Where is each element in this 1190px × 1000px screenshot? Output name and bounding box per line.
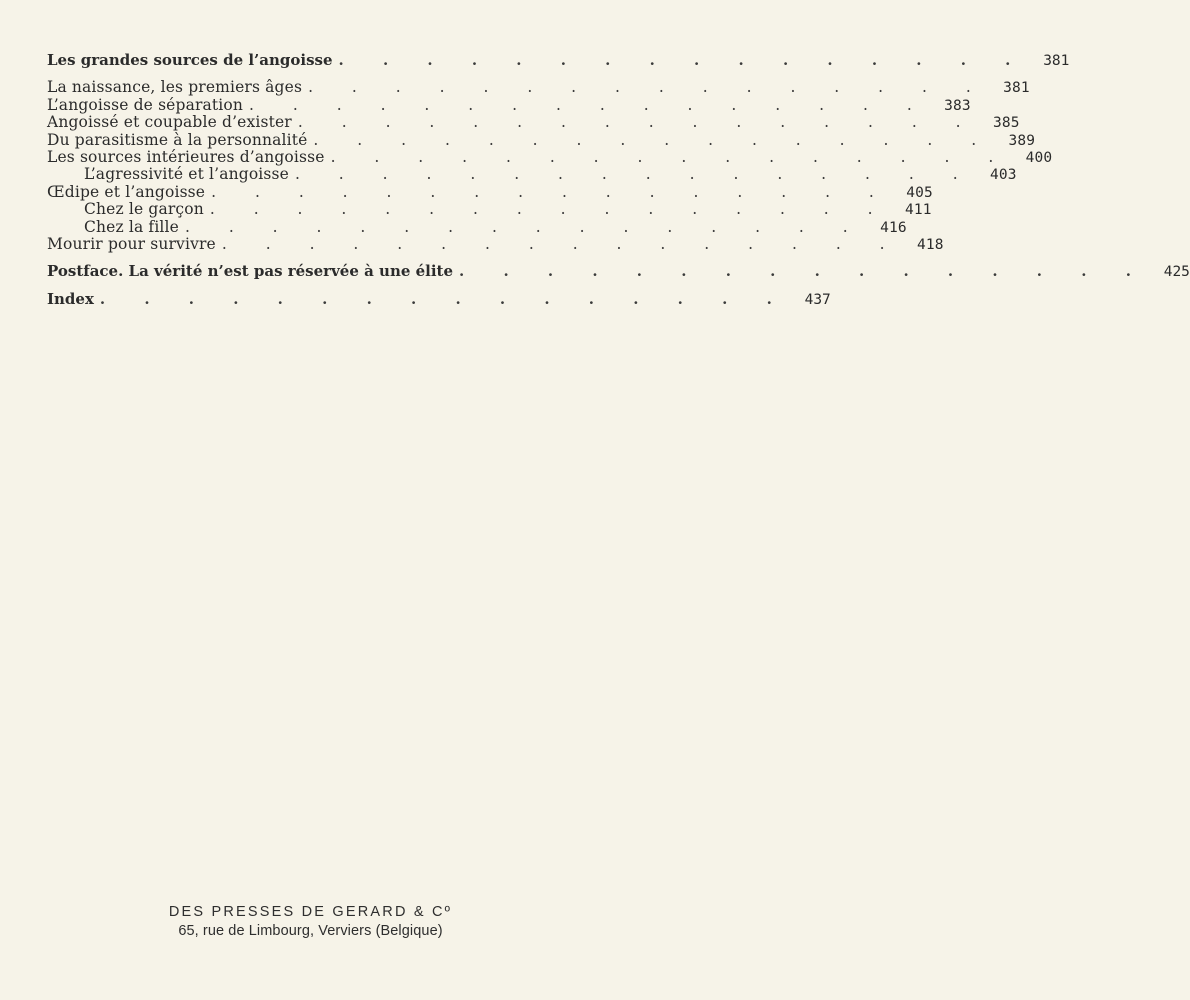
toc-entry <box>47 113 1020 132</box>
toc-entry-title: L’angoisse de séparation <box>47 95 244 114</box>
dot-leader: . . . . . . . . . . . . . . . . <box>330 147 1011 166</box>
toc-entry-title: Chez le garçon <box>84 200 204 219</box>
toc-entry-page: 403 <box>990 167 1017 184</box>
toc-entry <box>47 182 933 201</box>
printer-imprint <box>0 903 611 941</box>
toc-entry <box>47 234 944 253</box>
toc-entry-title: Mourir pour survivre <box>47 234 216 253</box>
dot-leader: . . . . . . . . . . . . . . . . <box>297 113 978 132</box>
toc-entry-page: 405 <box>906 184 933 201</box>
dot-leader: . . . . . . . . . . . . . . . . <box>338 51 1028 69</box>
toc-entry-page: 381 <box>1003 80 1030 97</box>
toc-entry-page: 416 <box>880 219 907 236</box>
toc-entry-page: 411 <box>904 202 932 219</box>
toc-entry-title: Œdipe et l’angoisse <box>47 182 206 201</box>
toc-entry-postface <box>47 262 1190 281</box>
toc-subentry <box>47 165 1017 184</box>
printer-address: 65, rue de Limbourg, Verviers (Belgique) <box>178 923 443 939</box>
toc-entry-page: 381 <box>1043 53 1070 69</box>
toc-entry-page: 400 <box>1025 149 1053 166</box>
toc-entry-title: Chez la fille <box>84 217 179 236</box>
dot-leader: . . . . . . . . . . . . . . . . <box>294 165 975 184</box>
toc-entry-title: Du parasitisme à la personnalité <box>47 130 308 149</box>
toc-entry-page: 418 <box>916 236 944 253</box>
toc-entry <box>47 95 971 114</box>
dot-leader: . . . . . . . . . . . . . . . . <box>211 182 891 201</box>
toc-entry-title: Index <box>47 289 94 308</box>
toc-entry-page: 385 <box>992 115 1020 132</box>
toc-entry-title: La naissance, les premiers âges <box>47 78 303 97</box>
toc-entry-page: 383 <box>944 97 971 114</box>
dot-leader: . . . . . . . . . . . . . . . . <box>209 200 890 219</box>
toc-entry-page: 389 <box>1008 132 1036 149</box>
dot-leader: . . . . . . . . . . . . . . . . <box>99 289 789 308</box>
toc-entry-page: 437 <box>804 291 831 308</box>
toc-entry-title: Postface. La vérité n’est pas réservée à une élite <box>47 262 454 281</box>
toc-subentry <box>47 200 932 219</box>
dot-leader: . . . . . . . . . . . . . . . . <box>184 217 865 236</box>
dot-leader: . . . . . . . . . . . . . . . . <box>221 234 902 253</box>
toc-entry-page: 425 <box>1163 264 1190 281</box>
toc-entry-title: Les grandes sources de l’angoisse <box>47 51 333 69</box>
printer-name: DES PRESSES DE GERARD & Cº <box>168 904 453 920</box>
toc-subentry <box>47 217 907 236</box>
toc-entry-title: L’agressivité et l’angoisse <box>84 165 289 184</box>
toc-entry <box>47 78 1030 97</box>
toc-entry-index <box>47 289 831 308</box>
toc-entry-title: Angoissé et coupable d’exister <box>47 113 292 132</box>
dot-leader: . . . . . . . . . . . . . . . . <box>249 95 929 114</box>
dot-leader: . . . . . . . . . . . . . . . . <box>459 262 1148 281</box>
dot-leader: . . . . . . . . . . . . . . . . <box>308 78 988 97</box>
table-of-contents <box>47 51 1190 308</box>
toc-entry <box>47 130 1036 149</box>
toc-entry <box>47 147 1053 166</box>
dot-leader: . . . . . . . . . . . . . . . . <box>313 130 994 149</box>
toc-entry-title: Les sources intérieures d’angoisse <box>47 147 325 166</box>
toc-entry-section-heading <box>47 51 1070 69</box>
